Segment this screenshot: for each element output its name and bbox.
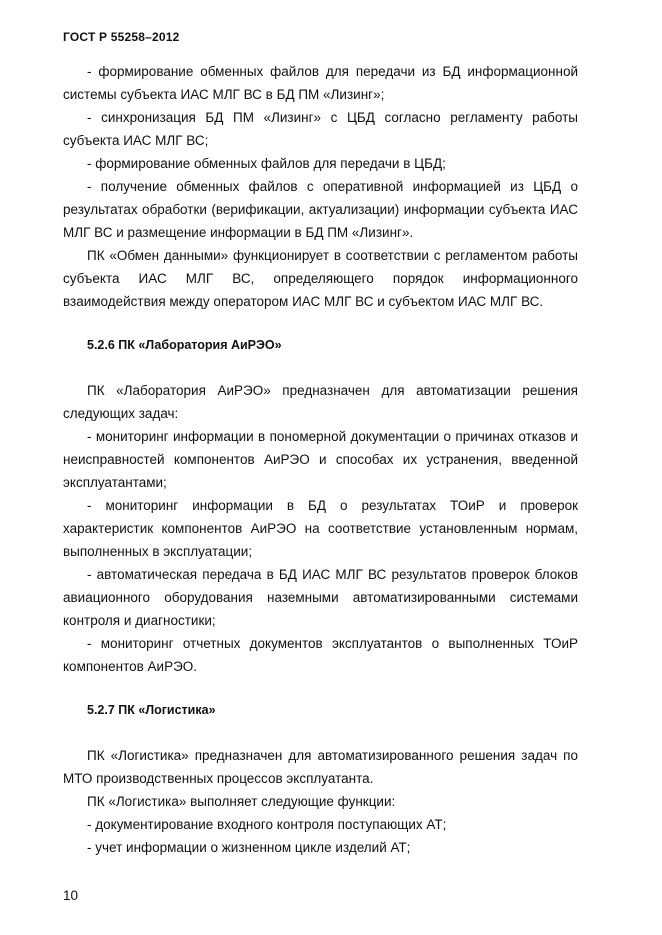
- paragraph: - автоматическая передача в БД ИАС МЛГ ВС результатов проверок блоков авиационного оборудования наземными автоматизированными системами контроля и диагностики;: [63, 567, 578, 628]
- section-heading-5-2-7: 5.2.7 ПК «Логистика»: [87, 703, 216, 717]
- paragraph: ПК «Обмен данными» функционирует в соответствии с регламентом работы субъекта ИАС МЛГ ВС, определяющего порядок информационного взаимодействия между оператором ИАС МЛГ ВС и субъектом ИАС МЛГ ВС.: [63, 248, 578, 309]
- paragraph: - получение обменных файлов с оперативной информацией из ЦБД о результатах обработки (верификации, актуализации) информации субъекта ИАС МЛГ ВС и размещение информации в БД ПМ «Лизинг».: [63, 179, 578, 240]
- page-number: 10: [63, 888, 79, 903]
- paragraph: - мониторинг информации в БД о результатах ТОиР и проверок характеристик компонентов АиРЭО на соответствие установленным нормам, выполненных в эксплуатации;: [63, 498, 578, 559]
- page-body: [63, 60, 578, 859]
- section-heading-5-2-6: 5.2.6 ПК «Лаборатория АиРЭО»: [87, 338, 282, 352]
- document-header: ГОСТ Р 55258–2012: [63, 30, 180, 44]
- paragraph: - формирование обменных файлов для передачи в ЦБД;: [87, 156, 446, 171]
- paragraph: - формирование обменных файлов для передачи из БД информационной системы субъекта ИАС МЛГ ВС в БД ПМ «Лизинг»;: [63, 64, 578, 102]
- paragraph: - учет информации о жизненном цикле изделий АТ;: [87, 840, 411, 855]
- paragraph: ПК «Логистика» выполняет следующие функции:: [87, 794, 396, 809]
- paragraph: ПК «Логистика» предназначен для автоматизированного решения задач по МТО производственных процессов эксплуатанта.: [63, 748, 578, 786]
- paragraph: ПК «Лаборатория АиРЭО» предназначен для автоматизации решения следующих задач:: [63, 383, 578, 421]
- paragraph: - синхронизация БД ПМ «Лизинг» с ЦБД согласно регламенту работы субъекта ИАС МЛГ ВС;: [63, 110, 578, 148]
- paragraph: - мониторинг информации в пономерной документации о причинах отказов и неисправностей компонентов АиРЭО и способах их устранения, введенной эксплуатантами;: [63, 429, 578, 490]
- paragraph: - мониторинг отчетных документов эксплуатантов о выполненных ТОиР компонентов АиРЭО.: [63, 636, 578, 674]
- paragraph: - документирование входного контроля поступающих АТ;: [87, 817, 447, 832]
